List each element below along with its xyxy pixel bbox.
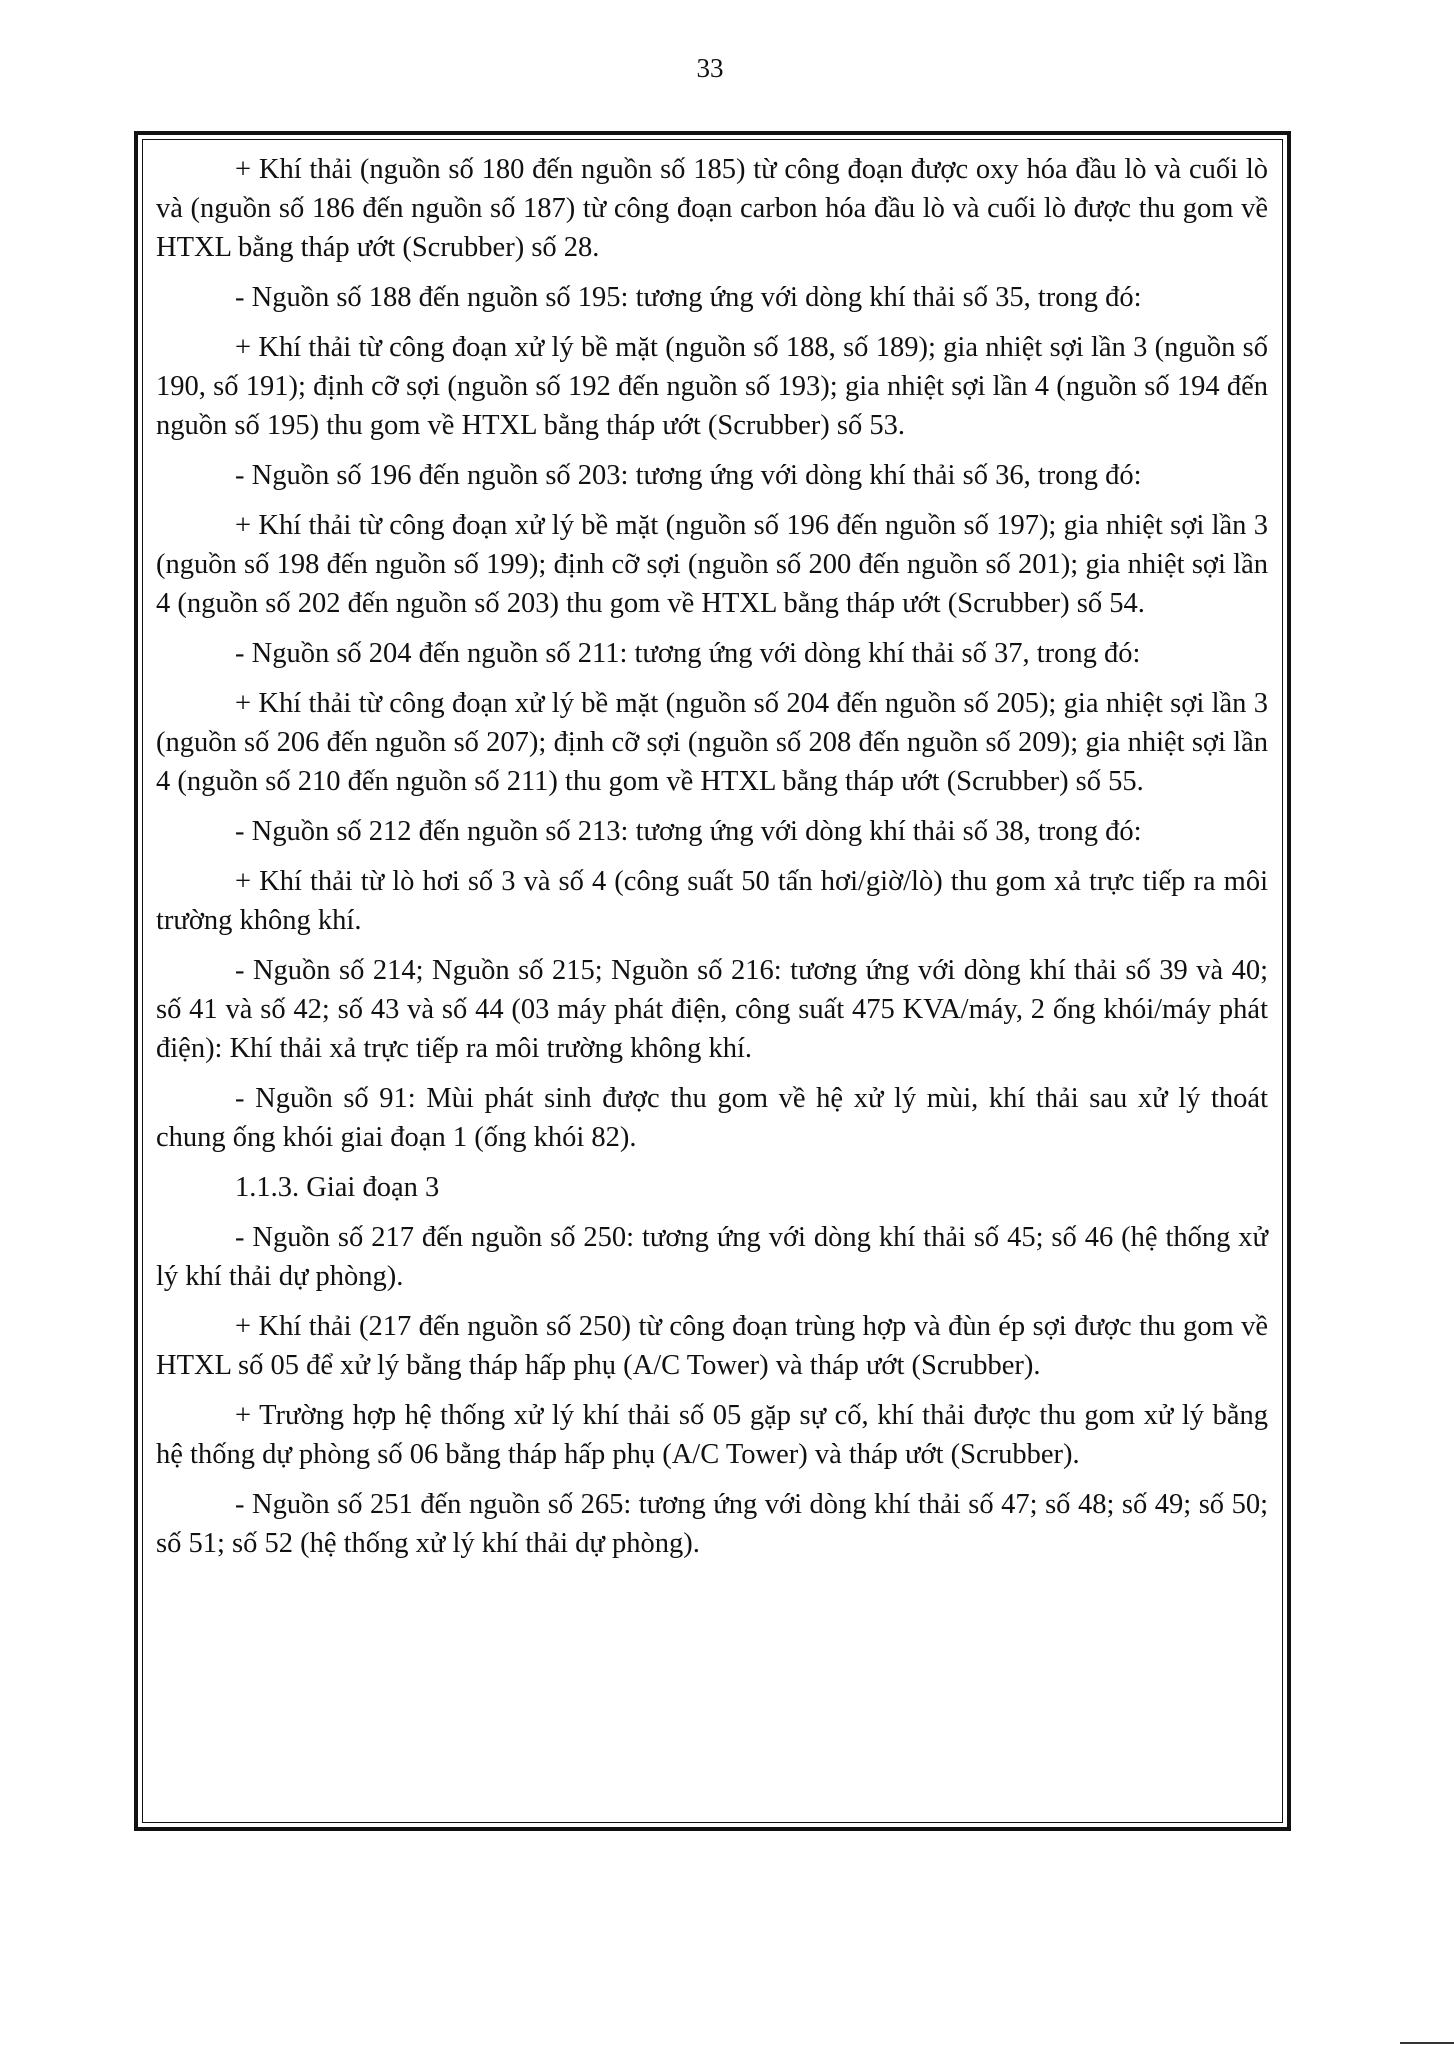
paragraph-backup-system-bullet: + Trường hợp hệ thống xử lý khí thải số 05 gặp sự cố, khí thải được thu gom xử lý bằng hệ thống dự phòng số 06 bằng tháp hấp phụ (A/C Tower) và tháp ướt (Scrubber). [156, 1400, 1268, 1470]
paragraph-source-214-216: - Nguồn số 214; Nguồn số 215; Nguồn số 216: tương ứng với dòng khí thải số 39 và 40; số 41 và số 42; số 43 và số 44 (03 máy phát điện, công suất 475 KVA/máy, 2 ống khói/máy phát điện): Khí thải xả trực tiếp ra môi trường không khí. [156, 955, 1268, 1064]
paragraph-source-217-250: - Nguồn số 217 đến nguồn số 250: tương ứng với dòng khí thải số 45; số 46 (hệ thống xử lý khí thải dự phòng). [156, 1222, 1268, 1292]
paragraph-source-212-213: - Nguồn số 212 đến nguồn số 213: tương ứng với dòng khí thải số 38, trong đó: [235, 816, 1142, 847]
paragraph-boiler-bullet: + Khí thải từ lò hơi số 3 và số 4 (công suất 50 tấn hơi/giờ/lò) thu gom xả trực tiếp ra môi trường không khí. [156, 866, 1268, 936]
page-number: 33 [696, 53, 724, 83]
paragraph-source-196-203: - Nguồn số 196 đến nguồn số 203: tương ứng với dòng khí thải số 36, trong đó: [235, 460, 1142, 491]
paragraph-source-91: - Nguồn số 91: Mùi phát sinh được thu gom về hệ xử lý mùi, khí thải sau xử lý thoát chung ống khói giai đoạn 1 (ống khói 82). [156, 1083, 1268, 1153]
document-body [156, 150, 1268, 1574]
scan-edge-line [1400, 2042, 1454, 2044]
paragraph-gas-188-195-bullet: + Khí thải từ công đoạn xử lý bề mặt (nguồn số 188, số 189); gia nhiệt sợi lần 3 (nguồn số 190, số 191); định cỡ sợi (nguồn số 192 đến nguồn số 193); gia nhiệt sợi lần 4 (nguồn số 194 đến nguồn số 195) thu gom về HTXL bằng tháp ướt (Scrubber) số 53. [156, 332, 1268, 441]
paragraph-gas-180-187-bullet: + Khí thải (nguồn số 180 đến nguồn số 185) từ công đoạn được oxy hóa đầu lò và cuối lò và (nguồn số 186 đến nguồn số 187) từ công đoạn carbon hóa đầu lò và cuối lò được thu gom về HTXL bằng tháp ướt (Scrubber) số 28. [156, 154, 1268, 263]
section-heading-phase-3: 1.1.3. Giai đoạn 3 [235, 1172, 440, 1203]
paragraph-source-204-211: - Nguồn số 204 đến nguồn số 211: tương ứng với dòng khí thải số 37, trong đó: [235, 638, 1141, 669]
paragraph-gas-196-203-bullet: + Khí thải từ công đoạn xử lý bề mặt (nguồn số 196 đến nguồn số 197); gia nhiệt sợi lần 3 (nguồn số 198 đến nguồn số 199); định cỡ sợi (nguồn số 200 đến nguồn số 201); gia nhiệt sợi lần 4 (nguồn số 202 đến nguồn số 203) thu gom về HTXL bằng tháp ướt (Scrubber) số 54. [156, 510, 1268, 619]
paragraph-gas-204-211-bullet: + Khí thải từ công đoạn xử lý bề mặt (nguồn số 204 đến nguồn số 205); gia nhiệt sợi lần 3 (nguồn số 206 đến nguồn số 207); định cỡ sợi (nguồn số 208 đến nguồn số 209); gia nhiệt sợi lần 4 (nguồn số 210 đến nguồn số 211) thu gom về HTXL bằng tháp ướt (Scrubber) số 55. [156, 688, 1268, 797]
paragraph-source-251-265: - Nguồn số 251 đến nguồn số 265: tương ứng với dòng khí thải số 47; số 48; số 49; số 50; số 51; số 52 (hệ thống xử lý khí thải dự phòng). [156, 1489, 1268, 1559]
paragraph-source-188-195: - Nguồn số 188 đến nguồn số 195: tương ứng với dòng khí thải số 35, trong đó: [235, 282, 1142, 313]
paragraph-gas-217-250-bullet: + Khí thải (217 đến nguồn số 250) từ công đoạn trùng hợp và đùn ép sợi được thu gom về HTXL số 05 để xử lý bằng tháp hấp phụ (A/C Tower) và tháp ướt (Scrubber). [156, 1311, 1268, 1381]
